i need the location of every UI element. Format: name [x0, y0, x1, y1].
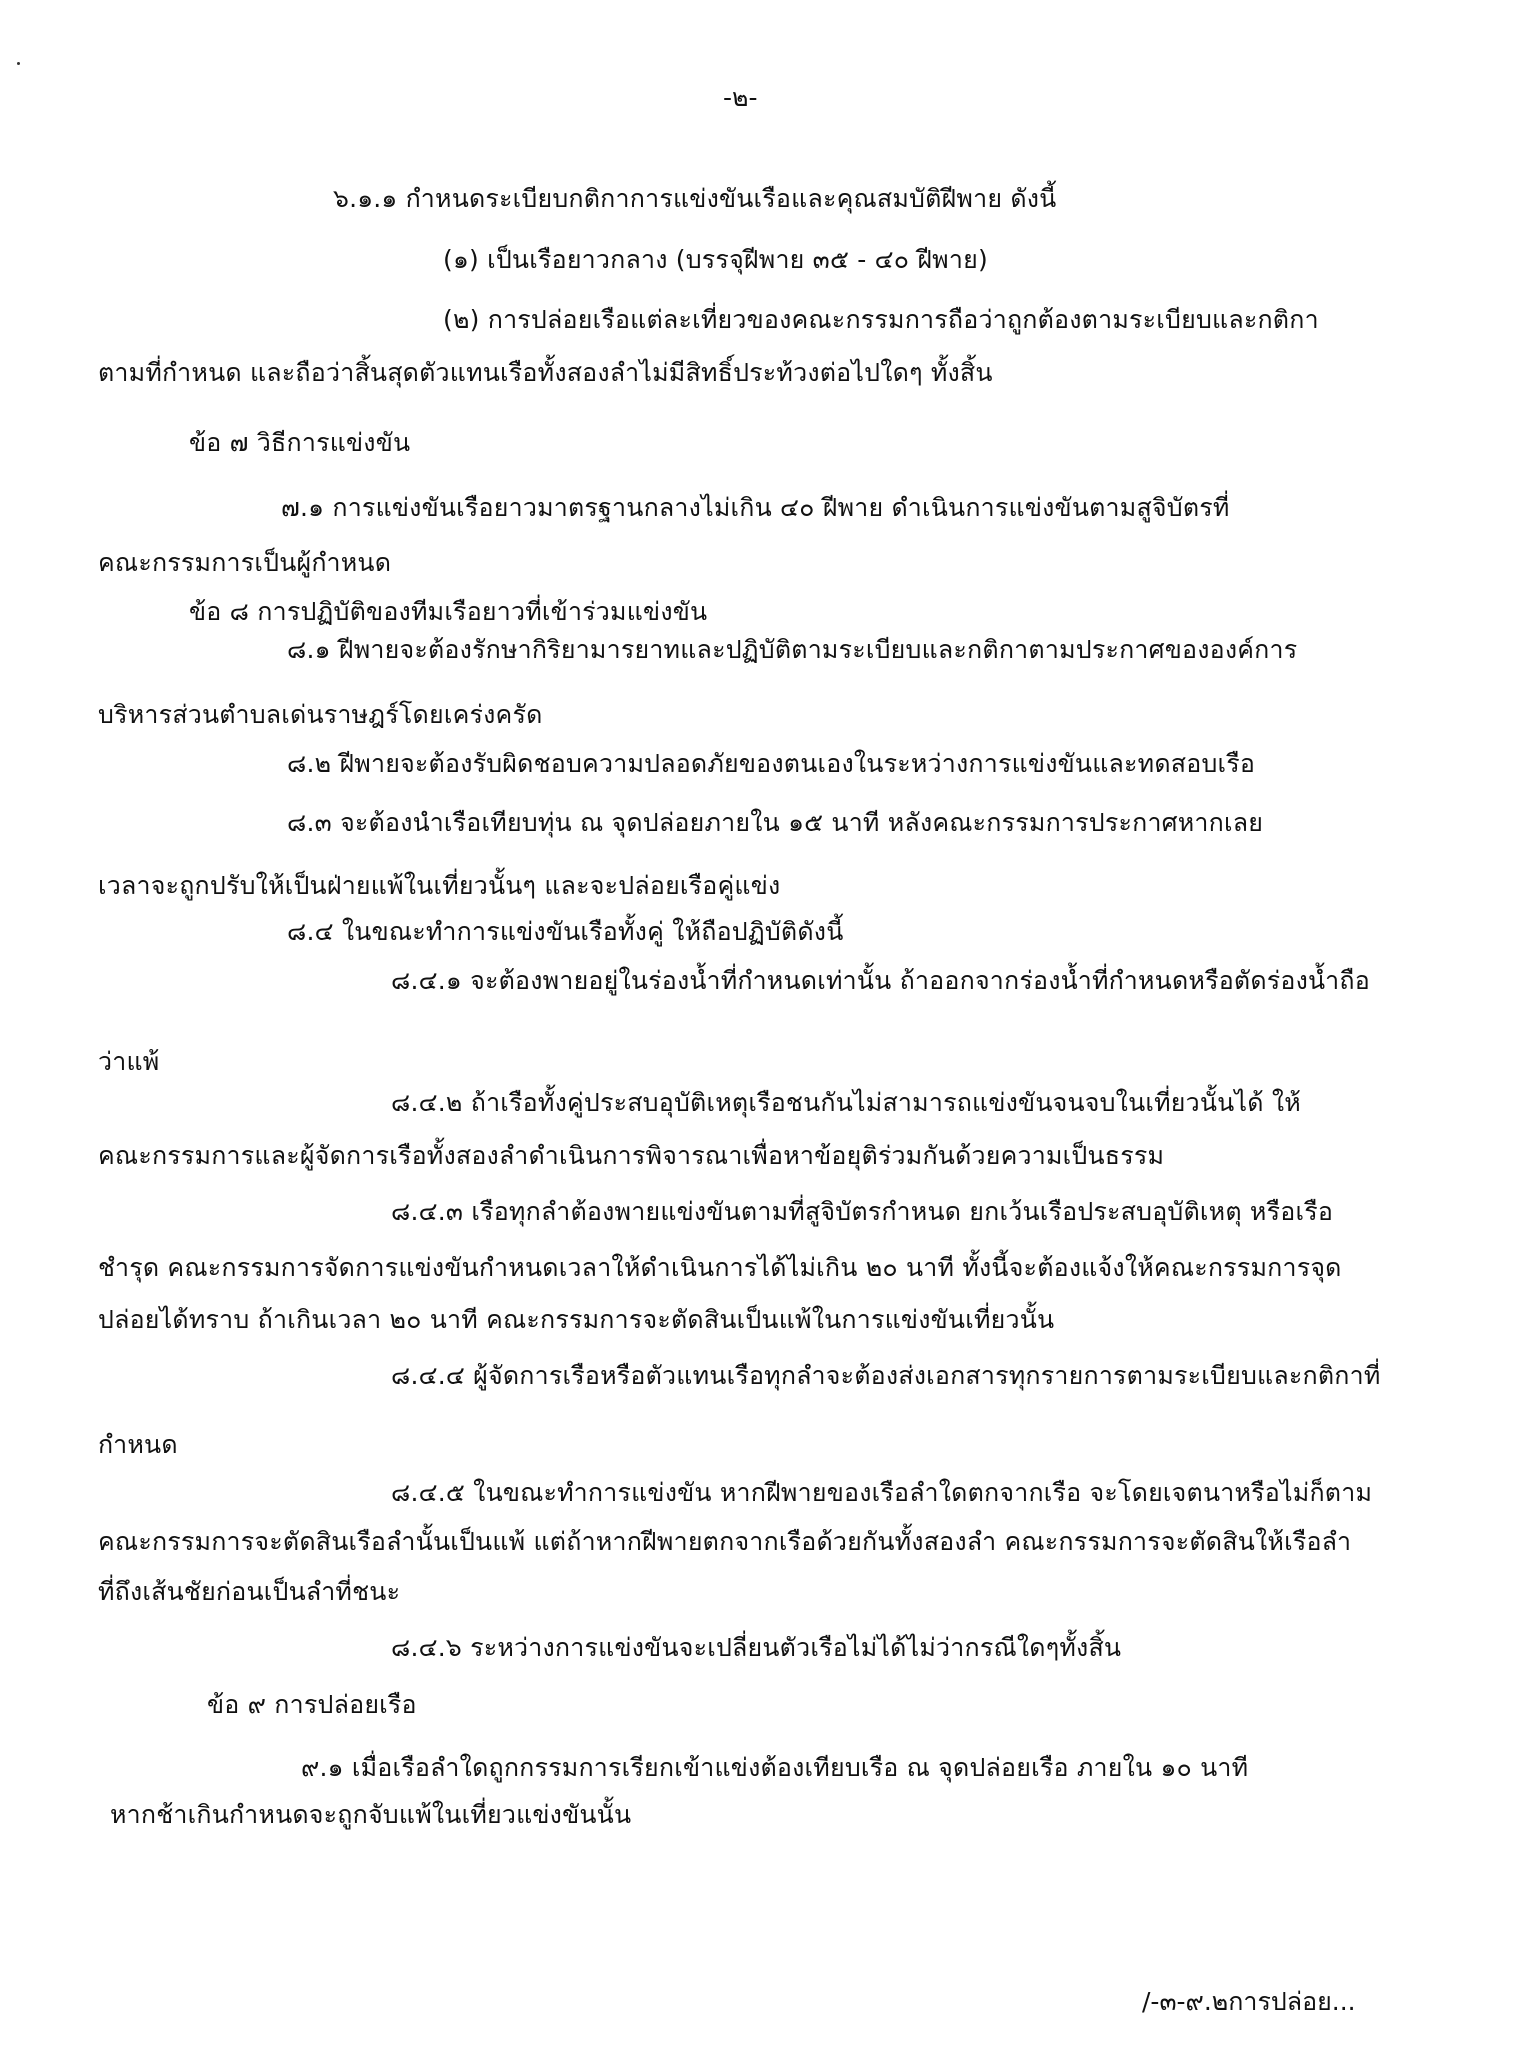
- clause-8-4-3-cont-1: ชำรุด คณะกรรมการจัดการแข่งขันกำหนดเวลาให้ดำเนินการได้ไม่เกิน ๒๐ นาที ทั้งนี้จะต้องแจ้งให้คณะกรรมการจุด: [98, 1253, 1342, 1282]
- clause-8-4-4: ๘.๔.๔ ผู้จัดการเรือหรือตัวแทนเรือทุกลำจะต้องส่งเอกสารทุกรายการตามระเบียบและกติกาที่: [391, 1361, 1381, 1390]
- continuation-footer: /-๓-๙.๒การปล่อย...: [1142, 1987, 1356, 2016]
- clause-8-1: ๘.๑ ฝีพายจะต้องรักษากิริยามารยาทและปฏิบัติตามระเบียบและกติกาตามประกาศขององค์การ: [287, 635, 1298, 664]
- clause-8-4-3-cont-2: ปล่อยได้ทราบ ถ้าเกินเวลา ๒๐ นาที คณะกรรมการจะตัดสินเป็นแพ้ในการแข่งขันเที่ยวนั้น: [98, 1305, 1055, 1334]
- clause-8-4-3: ๘.๔.๓ เรือทุกลำต้องพายแข่งขันตามที่สูจิบัตรกำหนด ยกเว้นเรือประสบอุบัติเหตุ หรือเรือ: [391, 1197, 1334, 1226]
- clause-8-4-2: ๘.๔.๒ ถ้าเรือทั้งคู่ประสบอุบัติเหตุเรือชนกันไม่สามารถแข่งขันจนจบในเที่ยวนั้นได้ ให้: [391, 1088, 1301, 1117]
- clause-8-4-4-cont: กำหนด: [98, 1430, 178, 1459]
- section-8-heading: ข้อ ๘ การปฏิบัติของทีมเรือยาวที่เข้าร่วมแข่งขัน: [189, 597, 708, 626]
- clause-8-4-5-cont-2: ที่ถึงเส้นชัยก่อนเป็นลำที่ชนะ: [98, 1577, 401, 1606]
- scan-speck: [17, 62, 20, 65]
- clause-8-4: ๘.๔ ในขณะทำการแข่งขันเรือทั้งคู่ ให้ถือปฏิบัติดังนี้: [287, 917, 844, 946]
- clause-8-4-1: ๘.๔.๑ จะต้องพายอยู่ในร่องน้ำที่กำหนดเท่านั้น ถ้าออกจากร่องน้ำที่กำหนดหรือตัดร่องน้ำถือ: [391, 966, 1370, 995]
- clause-8-4-2-cont: คณะกรรมการและผู้จัดการเรือทั้งสองลำดำเนินการพิจารณาเพื่อหาข้อยุติร่วมกันด้วยความเป็นธรรม: [98, 1141, 1165, 1170]
- clause-6-1-1-item-1: (๑) เป็นเรือยาวกลาง (บรรจุฝีพาย ๓๕ - ๔๐ ฝีพาย): [443, 245, 988, 274]
- clause-6-1-1: ๖.๑.๑ กำหนดระเบียบกติกาการแข่งขันเรือและคุณสมบัติฝีพาย ดังนี้: [333, 184, 1057, 213]
- section-7-heading: ข้อ ๗ วิธีการแข่งขัน: [189, 428, 411, 457]
- clause-7-1-cont: คณะกรรมการเป็นผู้กำหนด: [98, 548, 392, 577]
- clause-8-3: ๘.๓ จะต้องนำเรือเทียบทุ่น ณ จุดปล่อยภายใน ๑๕ นาที หลังคณะกรรมการประกาศหากเลย: [287, 808, 1264, 837]
- section-9-heading: ข้อ ๙ การปล่อยเรือ: [207, 1690, 417, 1719]
- clause-6-1-1-item-2-cont: ตามที่กำหนด และถือว่าสิ้นสุดตัวแทนเรือทั้งสองลำไม่มีสิทธิ์ประท้วงต่อไปใดๆ ทั้งสิ้น: [98, 358, 993, 387]
- page-number: -๒-: [723, 83, 758, 112]
- clause-8-4-1-cont: ว่าแพ้: [98, 1047, 160, 1076]
- clause-8-1-cont: บริหารส่วนตำบลเด่นราษฎร์โดยเคร่งครัด: [98, 700, 543, 729]
- clause-8-4-6: ๘.๔.๖ ระหว่างการแข่งขันจะเปลี่ยนตัวเรือไม่ได้ไม่ว่ากรณีใดๆทั้งสิ้น: [391, 1633, 1122, 1662]
- clause-9-1: ๙.๑ เมื่อเรือลำใดถูกกรรมการเรียกเข้าแข่งต้องเทียบเรือ ณ จุดปล่อยเรือ ภายใน ๑๐ นาที: [301, 1753, 1249, 1782]
- clause-7-1: ๗.๑ การแข่งขันเรือยาวมาตรฐานกลางไม่เกิน ๔๐ ฝีพาย ดำเนินการแข่งขันตามสูจิบัตรที่: [281, 493, 1230, 522]
- clause-8-3-cont: เวลาจะถูกปรับให้เป็นฝ่ายแพ้ในเที่ยวนั้นๆ และจะปล่อยเรือคู่แข่ง: [98, 871, 781, 900]
- clause-8-4-5: ๘.๔.๕ ในขณะทำการแข่งขัน หากฝีพายของเรือลำใดตกจากเรือ จะโดยเจตนาหรือไม่ก็ตาม: [391, 1478, 1373, 1507]
- clause-9-1-cont: หากช้าเกินกำหนดจะถูกจับแพ้ในเที่ยวแข่งขันนั้น: [110, 1800, 632, 1829]
- clause-6-1-1-item-2: (๒) การปล่อยเรือแต่ละเที่ยวของคณะกรรมการถือว่าถูกต้องตามระเบียบและกติกา: [443, 305, 1319, 334]
- clause-8-2: ๘.๒ ฝีพายจะต้องรับผิดชอบความปลอดภัยของตนเองในระหว่างการแข่งขันและทดสอบเรือ: [287, 749, 1256, 778]
- clause-8-4-5-cont-1: คณะกรรมการจะตัดสินเรือลำนั้นเป็นแพ้ แต่ถ้าหากฝีพายตกจากเรือด้วยกันทั้งสองลำ คณะกรรมการจะตัดสินให้เรือลำ: [98, 1527, 1352, 1556]
